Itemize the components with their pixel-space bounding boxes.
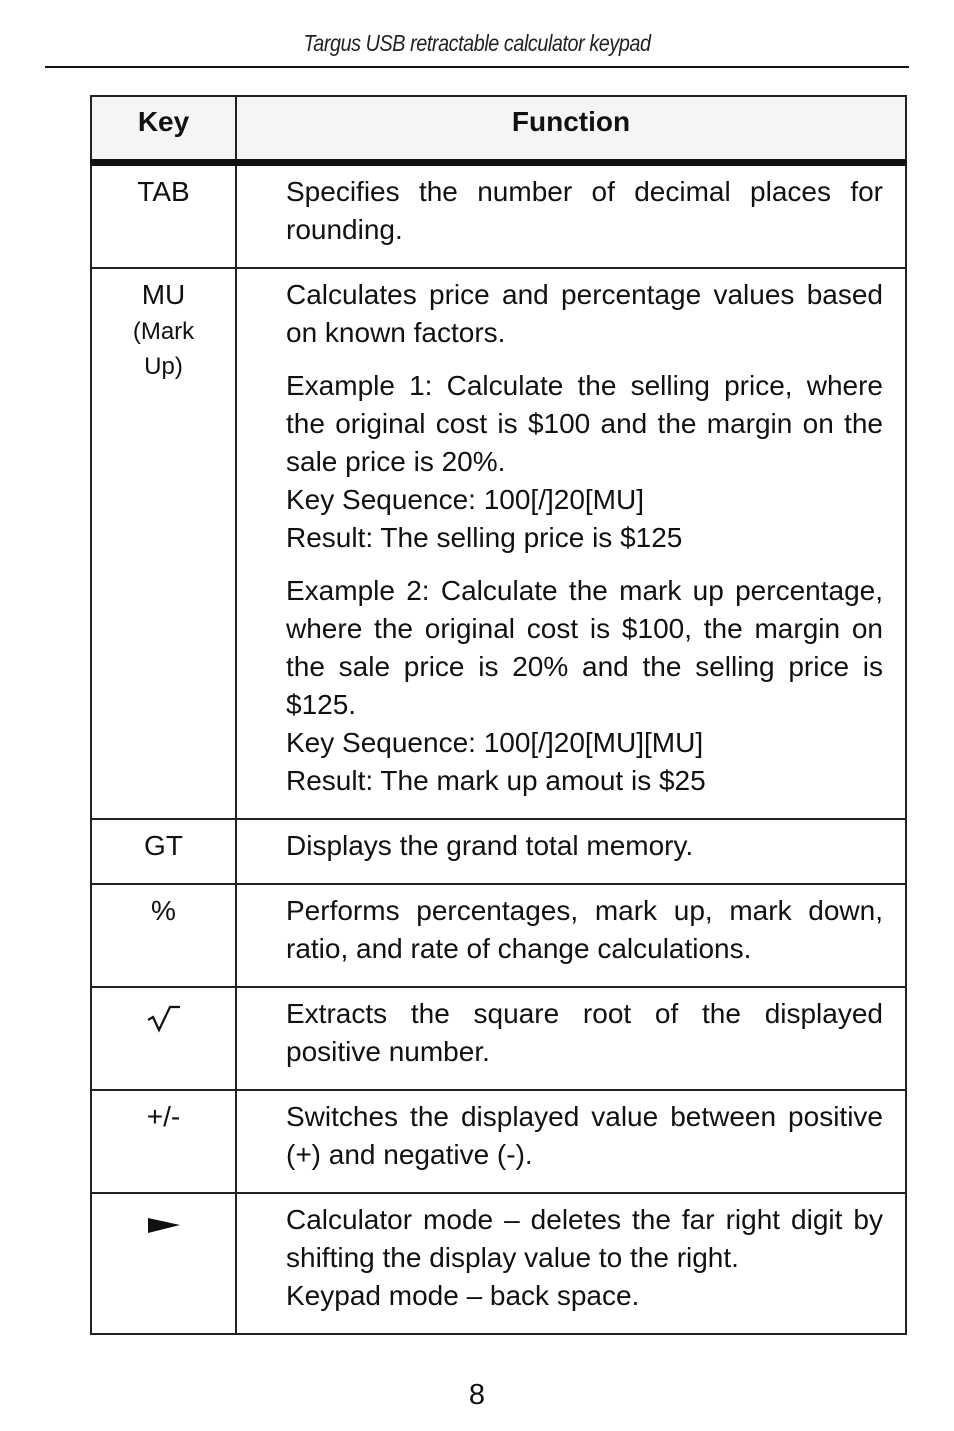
- function-cell: [236, 1193, 906, 1334]
- function-cell: [236, 987, 906, 1090]
- key-sublabel: (Mark: [132, 318, 195, 345]
- key-cell-plus-minus: +/-: [91, 1090, 236, 1193]
- key-sequence: Key Sequence: 100[/]20[MU][MU]: [286, 727, 704, 758]
- function-cell: [236, 884, 906, 987]
- key-cell-mu: [91, 268, 236, 819]
- key-label: MU: [141, 279, 186, 310]
- example-result: Result: The mark up amout is $25: [286, 765, 706, 796]
- example-1: [286, 367, 883, 557]
- table-row: [91, 1193, 906, 1334]
- key-sequence: Key Sequence: 100[/]20[MU]: [286, 484, 644, 515]
- key-cell-percent: %: [91, 884, 236, 987]
- key-cell-backspace: [91, 1193, 236, 1334]
- function-text: Calculates price and percentage values based on known factors.: [286, 279, 883, 348]
- table-header-row: [91, 96, 906, 163]
- square-root-icon: [145, 1003, 183, 1043]
- function-text: Keypad mode – back space.: [286, 1280, 640, 1311]
- function-cell: [236, 163, 906, 269]
- header-divider: [45, 66, 909, 68]
- column-header-function: Function: [236, 96, 906, 163]
- function-cell: [236, 819, 906, 884]
- key-function-table: [90, 95, 907, 1335]
- function-cell: [236, 1090, 906, 1193]
- right-arrow-icon: [146, 1209, 182, 1247]
- example-result: Result: The selling price is $125: [286, 522, 683, 553]
- function-text: Performs percentages, mark up, mark down, ratio, and rate of change calculations.: [286, 895, 883, 964]
- table-row: [91, 884, 906, 987]
- table-row: [91, 1090, 906, 1193]
- example-text: Example 1: Calculate the selling price, where the original cost is $100 and the margin on the sale price is 20%.: [286, 370, 883, 477]
- page-number: 8: [468, 1379, 486, 1411]
- key-sublabel: Up): [144, 353, 183, 380]
- function-cell: [236, 268, 906, 819]
- table-row: [91, 268, 906, 819]
- table-row: [91, 987, 906, 1090]
- function-text: Displays the grand total memory.: [286, 830, 694, 861]
- running-header: Targus USB retractable calculator keypad: [303, 30, 651, 56]
- function-text: Calculator mode – deletes the far right digit by shifting the display value to the right.: [286, 1204, 883, 1273]
- key-cell-tab: TAB: [91, 163, 236, 269]
- key-cell-gt: GT: [91, 819, 236, 884]
- function-text: Specifies the number of decimal places for rounding.: [286, 176, 883, 245]
- function-text: Switches the displayed value between positive (+) and negative (-).: [286, 1101, 883, 1170]
- table-row: [91, 819, 906, 884]
- table-row: [91, 163, 906, 269]
- example-text: Example 2: Calculate the mark up percentage, where the original cost is $100, the margin on the sale price is 20% and the selling price is $125.: [286, 575, 883, 720]
- example-2: [286, 572, 883, 800]
- key-cell-sqrt: [91, 987, 236, 1090]
- column-header-key: Key: [91, 96, 236, 163]
- function-text: Extracts the square root of the displayed positive number.: [286, 998, 883, 1067]
